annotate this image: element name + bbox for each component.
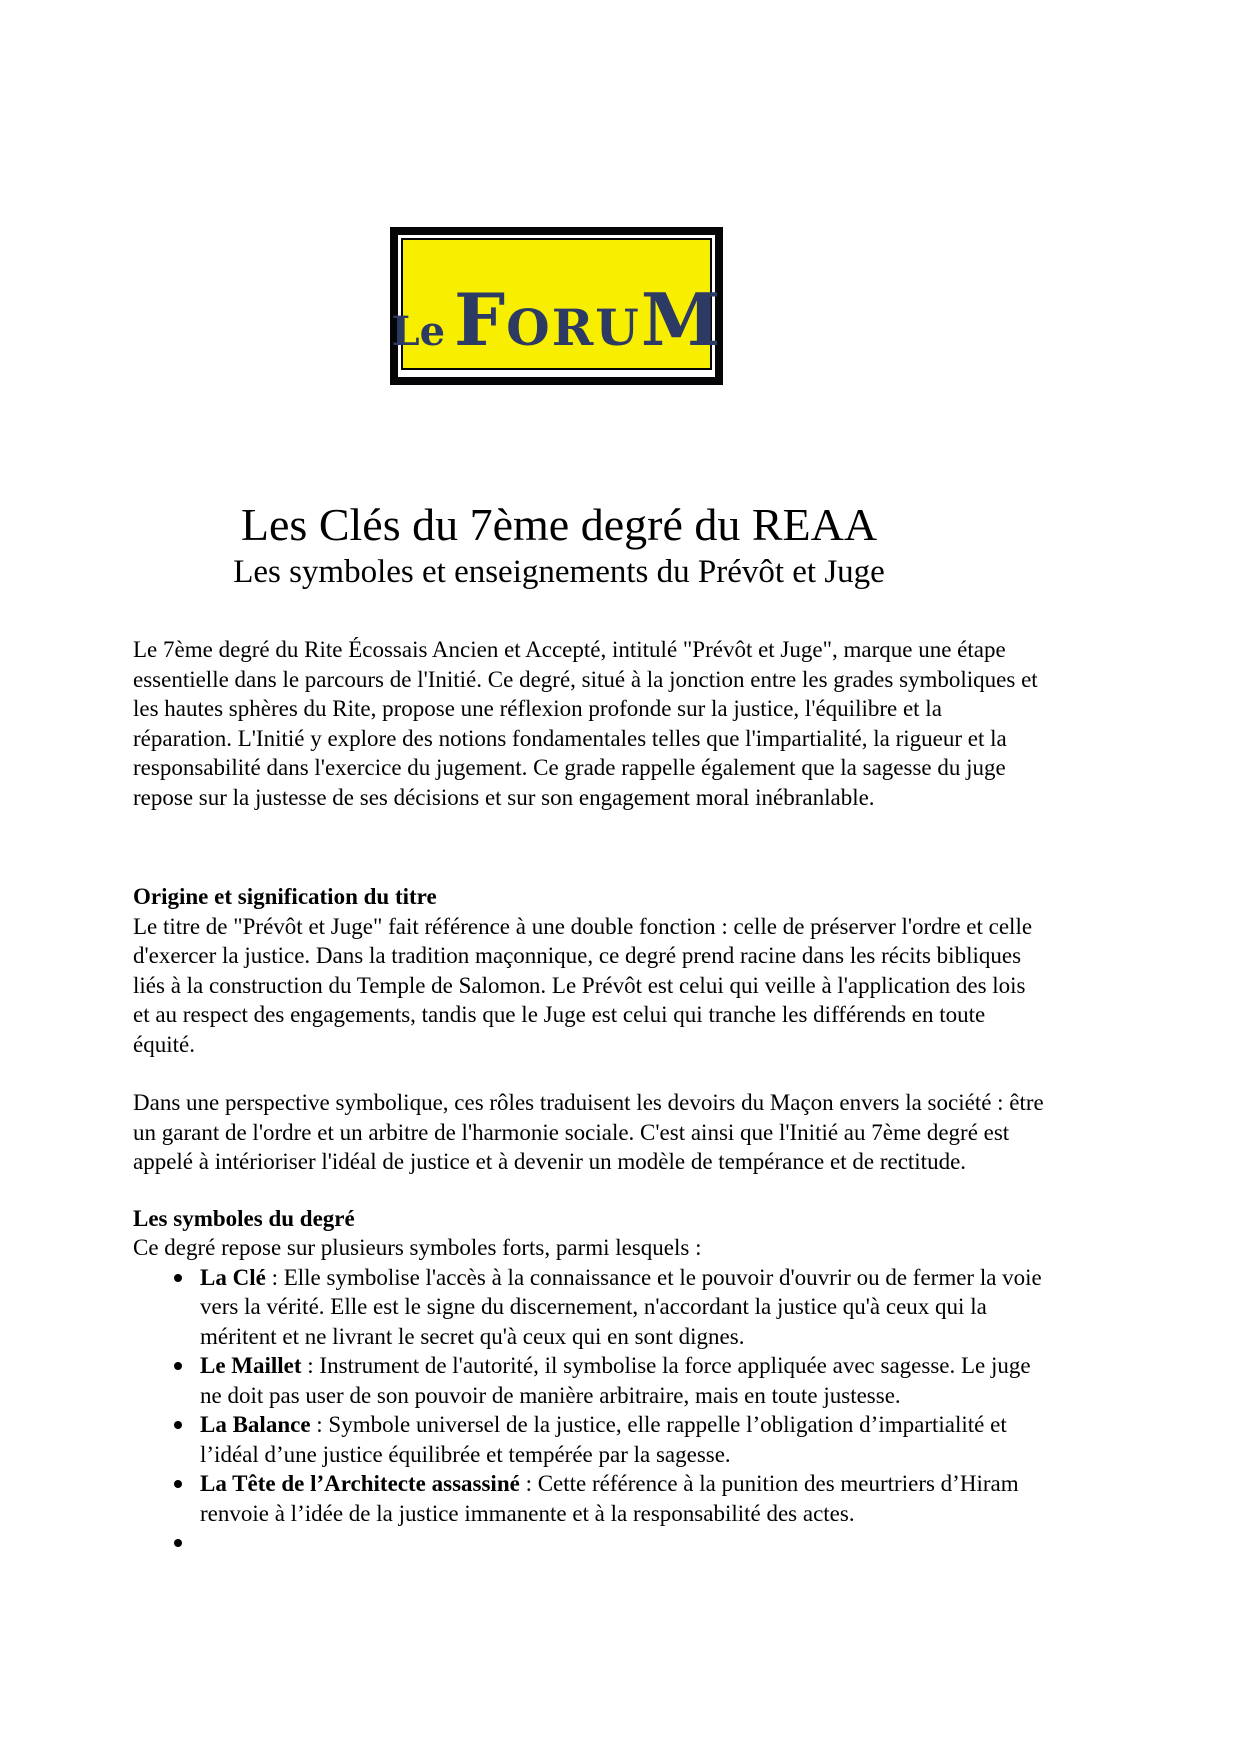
document-body (133, 635, 1045, 1558)
page-title: Les Clés du 7ème degré du REAA (240, 499, 878, 550)
origin-paragraph: Le titre de "Prévôt et Juge" fait référence à une double fonction : celle de préserver l'ordre et celle d'exercer la justice. Dans la tradition maçonnique, ce degré prend racine dans les récits bibliques liés à la construction du Temple de Salomon. Le Prévôt est celui qui veille à l'application des lois et au respect des engagements, tandis que le Juge est celui qui tranche les différends en toute équité. (133, 913, 1033, 1057)
list-item-empty (133, 1528, 1045, 1558)
section-heading-origin: Origine et signification du titre (133, 884, 437, 909)
list-item-mallet (133, 1351, 1045, 1410)
page-subtitle: Les symboles et enseignements du Prévôt et Juge (233, 554, 885, 590)
bullet-term: Le Maillet (200, 1353, 302, 1378)
list-item-architect-head (133, 1469, 1045, 1528)
bullet-term: La Tête de l’Architecte assassiné (200, 1471, 520, 1496)
bullet-text: : Elle symbolise l'accès à la connaissance et le pouvoir d'ouvrir ou de fermer la voie vers la vérité. Elle est le signe du discernement, n'accordant la justice qu'à ceux qui la méritent et ne livrant le secret qu'à ceux qui en sont dignes. (200, 1264, 1042, 1349)
logo-letter-m: M (640, 277, 722, 362)
document-header (0, 498, 1118, 592)
section-heading-symbols: Les symboles du degré (133, 1205, 355, 1231)
logo-word-le: Le (391, 308, 446, 355)
logo-letter-f: F (454, 277, 507, 362)
le-forum-logo-text (391, 238, 722, 370)
bullet-term: La Balance (200, 1412, 311, 1437)
list-item-key (133, 1263, 1045, 1352)
logo-letters-oru: ORU (506, 298, 641, 357)
intro-paragraph: Le 7ème degré du Rite Écossais Ancien et Accepté, intitulé "Prévôt et Juge", marque une étape essentielle dans le parcours de l'Initié. Ce degré, situé à la jonction entre les grades symboliques et les hautes sphères du Rite, propose une réflexion profonde sur la justice, l'équilibre et la réparation. L'Initié y explore des notions fondamentales telles que l'impartialité, la rigueur et la responsabilité dans l'exercice du jugement. Ce grade rappelle également que la sagesse du juge repose sur la justesse de ses décisions et sur son engagement moral inébranlable. (133, 637, 1038, 810)
symbols-list (133, 1263, 1045, 1558)
symbols-lead-paragraph: Ce degré repose sur plusieurs symboles forts, parmi lesquels : (133, 1235, 702, 1260)
bullet-term: La Clé (200, 1264, 266, 1290)
le-forum-logo (390, 227, 723, 385)
bullet-text: : Instrument de l'autorité, il symbolise la force appliquée avec sagesse. Le juge ne doit pas user de son pouvoir de manière arbitraire, mais en toute justesse. (200, 1353, 1031, 1408)
list-item-balance (133, 1410, 1045, 1469)
bullet-text: : Symbole universel de la justice, elle rappelle l’obligation d’impartialité et l’idéal d’une justice équilibrée et tempérée par la sagesse. (200, 1412, 1007, 1467)
bullet-text: : Cette référence à la punition des meurtriers d’Hiram renvoie à l’idée de la justice immanente et à la responsabilité des actes. (200, 1471, 1019, 1526)
roles-paragraph: Dans une perspective symbolique, ces rôles traduisent les devoirs du Maçon envers la société : être un garant de l'ordre et un arbitre de l'harmonie sociale. C'est ainsi que l'Initié au 7ème degré est appelé à intérioriser l'idéal de justice et à devenir un modèle de tempérance et de rectitude. (133, 1090, 1044, 1174)
